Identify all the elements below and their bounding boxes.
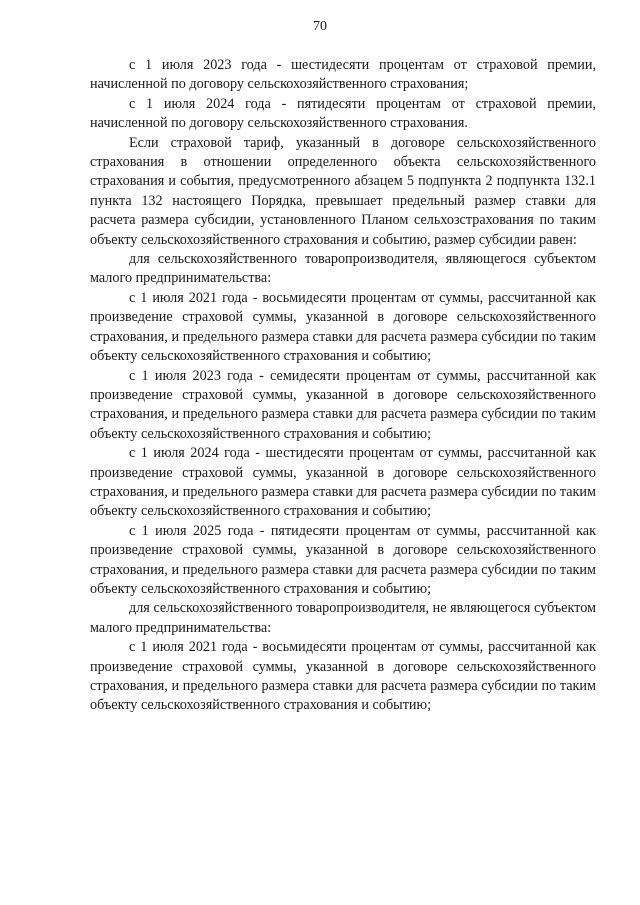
paragraph-small-business-2024: с 1 июля 2024 года - шестидесяти процентам от суммы, рассчитанной как произведение страховой суммы, указанной в договоре сельскохозяйственного страхования, и предельного размера ставки для расчета размера субсидии по таким объекту сельскохозяйственного страхования и событию; — [90, 445, 596, 520]
paragraph-non-small-business-heading: для сельскохозяйственного товаропроизводителя, не являющегося субъектом малого предпринимательства: — [90, 600, 596, 636]
paragraph-small-business-heading: для сельскохозяйственного товаропроизводителя, являющегося субъектом малого предпринимательства: — [90, 251, 596, 287]
paragraph-small-business-2025: с 1 июля 2025 года - пятидесяти процентам от суммы, рассчитанной как произведение страховой суммы, указанной в договоре сельскохозяйственного страхования, и предельного размера ставки для расчета размера субсидии по таким объекту сельскохозяйственного страхования и событию; — [90, 522, 596, 597]
paragraph-small-business-2023: с 1 июля 2023 года - семидесяти процентам от суммы, рассчитанной как произведение страховой суммы, указанной в договоре сельскохозяйственного страхования, и предельного размера ставки для расчета размера субсидии по таким объекту сельскохозяйственного страхования и событию; — [90, 367, 596, 442]
paragraph-small-business-2021: с 1 июля 2021 года - восьмидесяти процентам от суммы, рассчитанной как произведение страховой суммы, указанной в договоре сельскохозяйственного страхования, и предельного размера ставки для расчета размера субсидии по таким объекту сельскохозяйственного страхования и событию; — [90, 289, 596, 365]
paragraph-subsidy-2024-premium: с 1 июля 2024 года - пятидесяти процентам от страховой премии, начисленной по договору сельскохозяйственного страхования. — [90, 95, 596, 132]
document-body — [90, 56, 596, 716]
paragraph-tariff-exceeds-limit: Если страховой тариф, указанный в договоре сельскохозяйственного страхования в отношении определенного объекта сельскохозяйственного страхования и события, предусмотренного абзацем 5 подпункта 2 подпункта 132.1 пункта 132 настоящего Порядка, превышает предельный размер ставки для расчета размера субсидии, установленного Планом сельхозстрахования по таким объекту сельскохозяйственного страхования и событию, размер субсидии равен: — [90, 134, 596, 248]
paragraph-subsidy-2023-premium: с 1 июля 2023 года - шестидесяти процентам от страховой премии, начисленной по договору сельскохозяйственного страхования; — [90, 57, 596, 93]
paragraph-non-small-business-2021: с 1 июля 2021 года - восьмидесяти процентам от суммы, рассчитанной как произведение страховой суммы, указанной в договоре сельскохозяйственного страхования, и предельного размера ставки для расчета размера субсидии по таким объекту сельскохозяйственного страхования и событию; — [90, 639, 596, 714]
page-number: 70 — [313, 19, 327, 34]
